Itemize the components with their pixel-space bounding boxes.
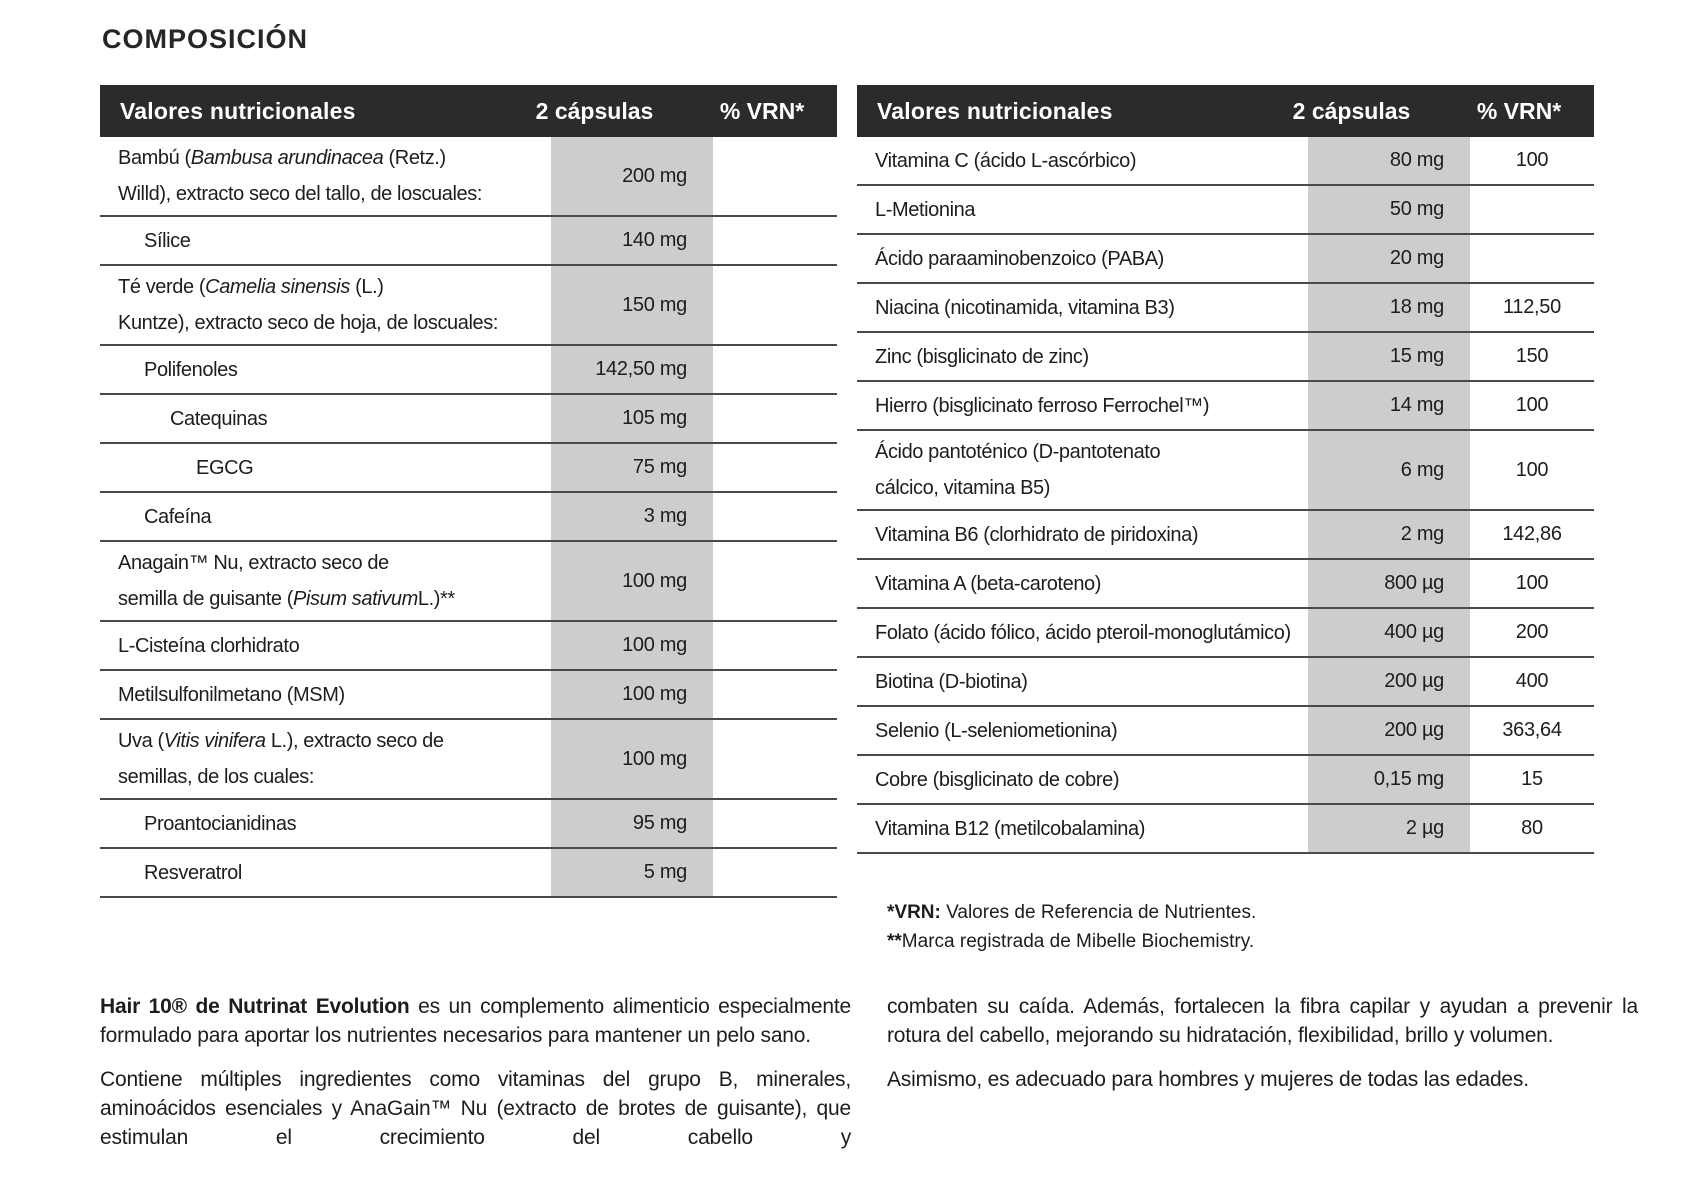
table-row bbox=[857, 707, 1594, 756]
text-segment: cuales: bbox=[437, 312, 499, 334]
text-segment: Vitamina B12 (metilcobalamina) bbox=[875, 817, 1145, 840]
text-segment: (L.) bbox=[349, 276, 384, 298]
ingredient-name-cell bbox=[857, 284, 1308, 331]
footnotes bbox=[857, 898, 1594, 956]
header-capsules: 2 cápsulas bbox=[535, 97, 654, 124]
ingredient-name-cell bbox=[857, 756, 1308, 803]
ingredient-name-cell bbox=[100, 266, 551, 344]
text-segment: Cobre (bisglicinato de cobre) bbox=[875, 768, 1120, 791]
scientific-name: Camelia sinensis bbox=[205, 276, 350, 298]
scientific-name: Vitis vinifera bbox=[163, 730, 266, 752]
vrn-cell bbox=[1470, 186, 1594, 233]
footnote-text: Marca registrada de Mibelle Biochemistry. bbox=[901, 931, 1255, 952]
vrn-cell bbox=[713, 800, 837, 847]
ingredient-name-cell bbox=[100, 542, 551, 620]
table-row bbox=[857, 186, 1594, 235]
text-segment: semillas, de los cuales: bbox=[118, 766, 315, 788]
table-row bbox=[857, 511, 1594, 560]
paragraph-text: Contiene múltiples ingredientes como vitaminas del grupo B, minerales, aminoácidos esenciales y AnaGain™ Nu (extracto de brotes de guisante), que estimulan el crecimiento del cabello y bbox=[100, 1068, 851, 1149]
text-segment: Anagain™ Nu, extracto seco de bbox=[118, 552, 389, 574]
table-row bbox=[100, 346, 837, 395]
text-segment: Proantocianidinas bbox=[144, 812, 297, 835]
ingredient-name-cell bbox=[857, 431, 1308, 509]
table-row bbox=[100, 217, 837, 266]
ingredient-name-cell bbox=[100, 217, 551, 264]
amount-cell: 2 µg bbox=[1308, 805, 1470, 852]
amount-cell: 150 mg bbox=[551, 266, 713, 344]
footnote-marker: ** bbox=[887, 931, 902, 952]
nutrition-tables bbox=[100, 85, 1638, 956]
amount-cell: 100 mg bbox=[551, 622, 713, 669]
amount-cell: 95 mg bbox=[551, 800, 713, 847]
text-segment: semilla de guisante ( bbox=[118, 588, 294, 610]
table-row bbox=[100, 720, 837, 800]
text-segment: L.), extracto seco de bbox=[265, 730, 444, 752]
text-segment: Selenio (L-seleniometionina) bbox=[875, 719, 1118, 742]
vrn-cell bbox=[713, 217, 837, 264]
paragraph-text: Asimismo, es adecuado para hombres y mujeres de todas las edades. bbox=[887, 1068, 1529, 1091]
ingredient-name-cell bbox=[100, 720, 551, 798]
text-segment: Vitamina A (beta-caroteno) bbox=[875, 572, 1102, 595]
ingredient-name-cell bbox=[857, 707, 1308, 754]
table-header-row bbox=[100, 85, 837, 137]
text-segment: Hierro (bisglicinato ferroso Ferrochel™) bbox=[875, 394, 1210, 417]
table-row bbox=[857, 333, 1594, 382]
header-vrn: % VRN* bbox=[1476, 97, 1562, 124]
table-row bbox=[857, 560, 1594, 609]
footnote bbox=[887, 898, 1594, 927]
table-body bbox=[857, 137, 1594, 854]
header-capsules: 2 cápsulas bbox=[1292, 97, 1411, 124]
description-left-column bbox=[100, 992, 851, 1167]
amount-cell: 15 mg bbox=[1308, 333, 1470, 380]
ingredient-name-cell bbox=[100, 395, 551, 442]
table-row bbox=[100, 622, 837, 671]
text-segment: Metilsulfonilmetano (MSM) bbox=[118, 683, 345, 706]
amount-cell: 142,50 mg bbox=[551, 346, 713, 393]
vrn-cell bbox=[713, 137, 837, 215]
vrn-cell bbox=[713, 395, 837, 442]
header-nutritional-values: Valores nutricionales bbox=[120, 97, 356, 124]
vrn-cell: 200 bbox=[1515, 621, 1549, 643]
paragraph-text: combaten su caída. Además, fortalecen la fibra capilar y ayudan a prevenir la rotura del cabello, mejorando su hidratación, flexibilidad, brillo y volumen. bbox=[887, 995, 1638, 1047]
page-title: COMPOSICIÓN bbox=[102, 24, 309, 54]
ingredient-name-cell bbox=[857, 235, 1308, 282]
vrn-cell: 100 bbox=[1515, 458, 1549, 481]
text-segment: Biotina (D-biotina) bbox=[875, 670, 1028, 693]
description-section bbox=[100, 992, 1638, 1167]
table-row bbox=[100, 395, 837, 444]
amount-cell: 0,15 mg bbox=[1308, 756, 1470, 803]
ingredient-name-cell bbox=[100, 346, 551, 393]
text-segment: L-Cisteína clorhidrato bbox=[118, 634, 300, 657]
text-segment: Ácido pantoténico (D-pantotenato bbox=[875, 441, 1161, 463]
text-segment: Resveratrol bbox=[144, 861, 242, 884]
vrn-cell: 80 bbox=[1521, 817, 1543, 839]
ingredient-name-cell bbox=[100, 444, 551, 491]
ingredient-name-cell bbox=[857, 137, 1308, 184]
footnote-marker: *VRN: bbox=[887, 902, 941, 923]
amount-cell: 18 mg bbox=[1308, 284, 1470, 331]
table-row bbox=[100, 849, 837, 898]
paragraph bbox=[100, 992, 851, 1050]
vrn-cell bbox=[1470, 235, 1594, 282]
vrn-cell: 363,64 bbox=[1502, 719, 1562, 741]
table-row bbox=[100, 800, 837, 849]
paragraph-text: es un complemento alimenticio especialmente formulado para aportar los nutrientes necesarios para mantener un pelo sano. bbox=[100, 995, 851, 1047]
ingredient-name-cell bbox=[100, 671, 551, 718]
text-segment: Bambú ( bbox=[118, 147, 191, 169]
table-row bbox=[857, 658, 1594, 707]
vrn-cell bbox=[713, 444, 837, 491]
ingredient-name-cell bbox=[857, 186, 1308, 233]
ingredient-name-cell bbox=[857, 560, 1308, 607]
ingredient-name-cell bbox=[100, 137, 551, 215]
ingredient-name-cell bbox=[857, 511, 1308, 558]
text-segment: Té verde ( bbox=[118, 276, 206, 298]
text-segment: Polifenoles bbox=[144, 358, 238, 381]
ingredient-name-cell bbox=[857, 658, 1308, 705]
vrn-cell bbox=[713, 266, 837, 344]
vrn-cell bbox=[713, 849, 837, 896]
paragraph bbox=[887, 1065, 1638, 1094]
text-segment: L.)** bbox=[417, 588, 455, 610]
amount-cell: 105 mg bbox=[551, 395, 713, 442]
amount-cell: 3 mg bbox=[551, 493, 713, 540]
nutrition-table-right bbox=[857, 85, 1594, 956]
text-segment: Folato (ácido fólico, ácido pteroil- bbox=[875, 621, 1155, 644]
text-segment: Kuntze), extracto seco de hoja, de los bbox=[118, 312, 438, 334]
vrn-cell bbox=[713, 542, 837, 620]
ingredient-name-cell bbox=[100, 800, 551, 847]
text-segment: Catequinas bbox=[170, 407, 268, 430]
amount-cell: 200 mg bbox=[551, 137, 713, 215]
paragraph bbox=[887, 992, 1638, 1050]
table-row bbox=[100, 444, 837, 493]
table-row bbox=[100, 493, 837, 542]
amount-cell: 2 mg bbox=[1308, 511, 1470, 558]
text-segment: Uva ( bbox=[118, 730, 164, 752]
vrn-cell bbox=[713, 493, 837, 540]
vrn-cell: 150 bbox=[1515, 345, 1549, 367]
scientific-name: Pisum sativum bbox=[293, 588, 418, 610]
table-row bbox=[857, 137, 1594, 186]
table-row bbox=[857, 609, 1594, 658]
text-segment: Ácido paraaminobenzoico (PABA) bbox=[875, 247, 1164, 270]
text-segment: cuales: bbox=[421, 183, 483, 205]
text-segment: Vitamina C (ácido L-ascórbico) bbox=[875, 149, 1137, 172]
vrn-cell: 142,86 bbox=[1502, 523, 1562, 545]
vrn-cell bbox=[713, 346, 837, 393]
amount-cell: 50 mg bbox=[1308, 186, 1470, 233]
text-segment: (Retz.) bbox=[383, 147, 446, 169]
table-body bbox=[100, 137, 837, 898]
amount-cell: 5 mg bbox=[551, 849, 713, 896]
table-row bbox=[100, 137, 837, 217]
vrn-cell bbox=[713, 671, 837, 718]
vrn-cell: 400 bbox=[1515, 670, 1549, 692]
text-segment: Cafeína bbox=[144, 505, 212, 528]
table-header-row bbox=[857, 85, 1594, 137]
text-segment: monoglutámico) bbox=[1154, 621, 1291, 644]
amount-cell: 80 mg bbox=[1308, 137, 1470, 184]
amount-cell: 75 mg bbox=[551, 444, 713, 491]
ingredient-name-cell bbox=[857, 333, 1308, 380]
ingredient-name-cell bbox=[100, 622, 551, 669]
amount-cell: 100 mg bbox=[551, 671, 713, 718]
ingredient-name-cell bbox=[857, 805, 1308, 852]
vrn-cell: 100 bbox=[1515, 394, 1549, 416]
text-segment: Zinc (bisglicinato de zinc) bbox=[875, 345, 1089, 368]
text-segment: Niacina (nicotinamida, vitamina B3) bbox=[875, 296, 1175, 319]
table-row bbox=[857, 382, 1594, 431]
amount-cell: 800 µg bbox=[1308, 560, 1470, 607]
paragraph bbox=[100, 1065, 851, 1152]
text-segment: EGCG bbox=[196, 456, 254, 479]
nutrition-table-left bbox=[100, 85, 837, 898]
vrn-cell: 100 bbox=[1515, 149, 1549, 171]
description-right-column bbox=[887, 992, 1638, 1167]
amount-cell: 6 mg bbox=[1308, 431, 1470, 509]
amount-cell: 100 mg bbox=[551, 542, 713, 620]
ingredient-name-cell bbox=[100, 849, 551, 896]
text-segment: Vitamina B6 (clorhidrato de piridoxina) bbox=[875, 523, 1199, 546]
amount-cell: 400 µg bbox=[1308, 609, 1470, 656]
table-row bbox=[100, 266, 837, 346]
vrn-cell: 100 bbox=[1515, 572, 1549, 594]
table-row bbox=[100, 542, 837, 622]
table-row bbox=[100, 671, 837, 720]
header-nutritional-values: Valores nutricionales bbox=[877, 97, 1113, 124]
amount-cell: 200 µg bbox=[1308, 658, 1470, 705]
amount-cell: 14 mg bbox=[1308, 382, 1470, 429]
ingredient-name-cell bbox=[857, 382, 1308, 429]
amount-cell: 140 mg bbox=[551, 217, 713, 264]
text-segment: Willd), extracto seco del tallo, de los bbox=[118, 183, 422, 205]
amount-cell: 200 µg bbox=[1308, 707, 1470, 754]
header-vrn: % VRN* bbox=[719, 97, 805, 124]
ingredient-name-cell bbox=[100, 493, 551, 540]
vrn-cell: 112,50 bbox=[1503, 296, 1561, 318]
table-row bbox=[857, 284, 1594, 333]
footnote bbox=[887, 927, 1594, 956]
vrn-cell bbox=[713, 720, 837, 798]
text-segment: L-Metionina bbox=[875, 198, 976, 221]
text-segment: Sílice bbox=[144, 229, 191, 252]
text-segment: cálcico, vitamina B5) bbox=[875, 477, 1050, 499]
scientific-name: Bambusa arundinacea bbox=[190, 147, 384, 169]
vrn-cell: 15 bbox=[1521, 768, 1543, 790]
footnote-text: Valores de Referencia de Nutrientes. bbox=[940, 902, 1257, 923]
table-row bbox=[857, 235, 1594, 284]
table-row bbox=[857, 805, 1594, 854]
ingredient-name-cell bbox=[857, 609, 1308, 656]
vrn-cell bbox=[713, 622, 837, 669]
amount-cell: 100 mg bbox=[551, 720, 713, 798]
paragraph-lead-bold: Hair 10® de Nutrinat Evolution bbox=[100, 995, 410, 1018]
table-row bbox=[857, 756, 1594, 805]
table-row bbox=[857, 431, 1594, 511]
amount-cell: 20 mg bbox=[1308, 235, 1470, 282]
